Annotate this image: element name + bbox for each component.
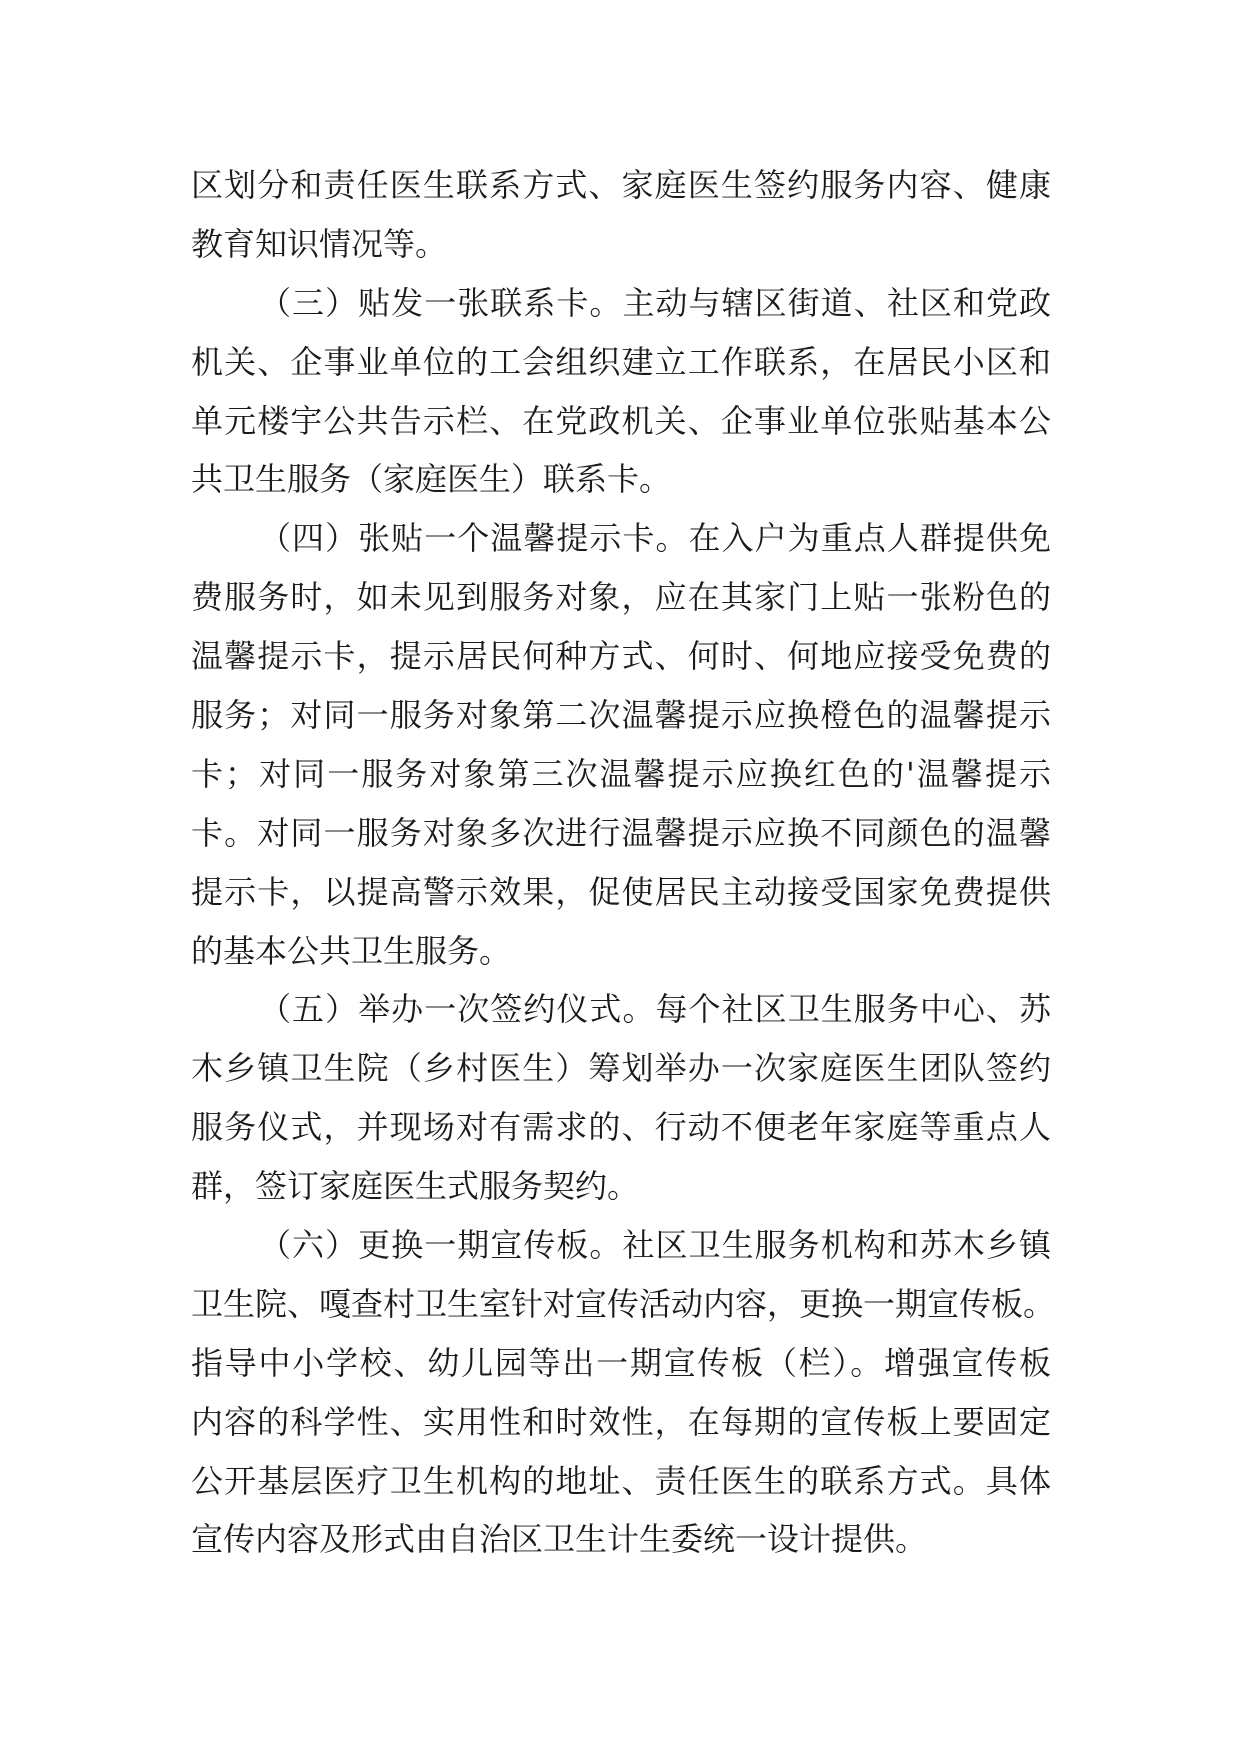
text-line: 服务；对同一服务对象第二次温馨提示应换橙色的温馨提示 — [191, 696, 1051, 735]
text-line: 单元楼宇公共告示栏、在党政机关、企事业单位张贴基本公 — [191, 401, 1051, 440]
text-line: 宣传内容及形式由自治区卫生计生委统一设计提供。 — [191, 1520, 928, 1559]
text-line: 木乡镇卫生院（乡村医生）筹划举办一次家庭医生团队签约 — [191, 1049, 1051, 1088]
paragraph-heading-line: （三）贴发一张联系卡。主动与辖区街道、社区和党政 — [259, 283, 1051, 322]
text-line: 教育知识情况等。 — [191, 224, 448, 263]
text-line: 卫生院、嘎查村卫生室针对宣传活动内容，更换一期宣传板。 — [191, 1284, 1056, 1323]
text-line: 服务仪式，并现场对有需求的、行动不便老年家庭等重点人 — [191, 1108, 1051, 1147]
paragraph-heading-line: （四）张贴一个温馨提示卡。在入户为重点人群提供免 — [259, 519, 1051, 558]
document-body — [191, 156, 1056, 1569]
text-line: 温馨提示卡，提示居民何种方式、何时、何地应接受免费的 — [191, 637, 1051, 676]
text-line: 机关、企事业单位的工会组织建立工作联系，在居民小区和 — [191, 342, 1051, 381]
text-line: 提示卡，以提高警示效果，促使居民主动接受国家免费提供 — [191, 872, 1051, 911]
paragraph-heading-line: （五）举办一次签约仪式。每个社区卫生服务中心、苏 — [259, 990, 1051, 1029]
text-line: 区划分和责任医生联系方式、家庭医生签约服务内容、健康 — [191, 166, 1051, 204]
text-line: 卡。对同一服务对象多次进行温馨提示应换不同颜色的温馨 — [191, 813, 1051, 852]
text-line: 的基本公共卫生服务。 — [191, 931, 512, 970]
text-line: 指导中小学校、幼儿园等出一期宣传板（栏）。增强宣传板 — [191, 1343, 1051, 1382]
paragraph-heading-line: （六）更换一期宣传板。社区卫生服务机构和苏木乡镇 — [259, 1226, 1051, 1265]
text-line: 群，签订家庭医生式服务契约。 — [191, 1167, 640, 1206]
text-line: 内容的科学性、实用性和时效性，在每期的宣传板上要固定 — [191, 1402, 1051, 1441]
text-line: 卡；对同一服务对象第三次温馨提示应换红色的'温馨提示 — [191, 754, 1051, 793]
text-line: 费服务时，如未见到服务对象，应在其家门上贴一张粉色的 — [191, 578, 1051, 617]
text-line: 共卫生服务（家庭医生）联系卡。 — [191, 460, 672, 499]
text-line: 公开基层医疗卫生机构的地址、责任医生的联系方式。具体 — [191, 1461, 1051, 1500]
